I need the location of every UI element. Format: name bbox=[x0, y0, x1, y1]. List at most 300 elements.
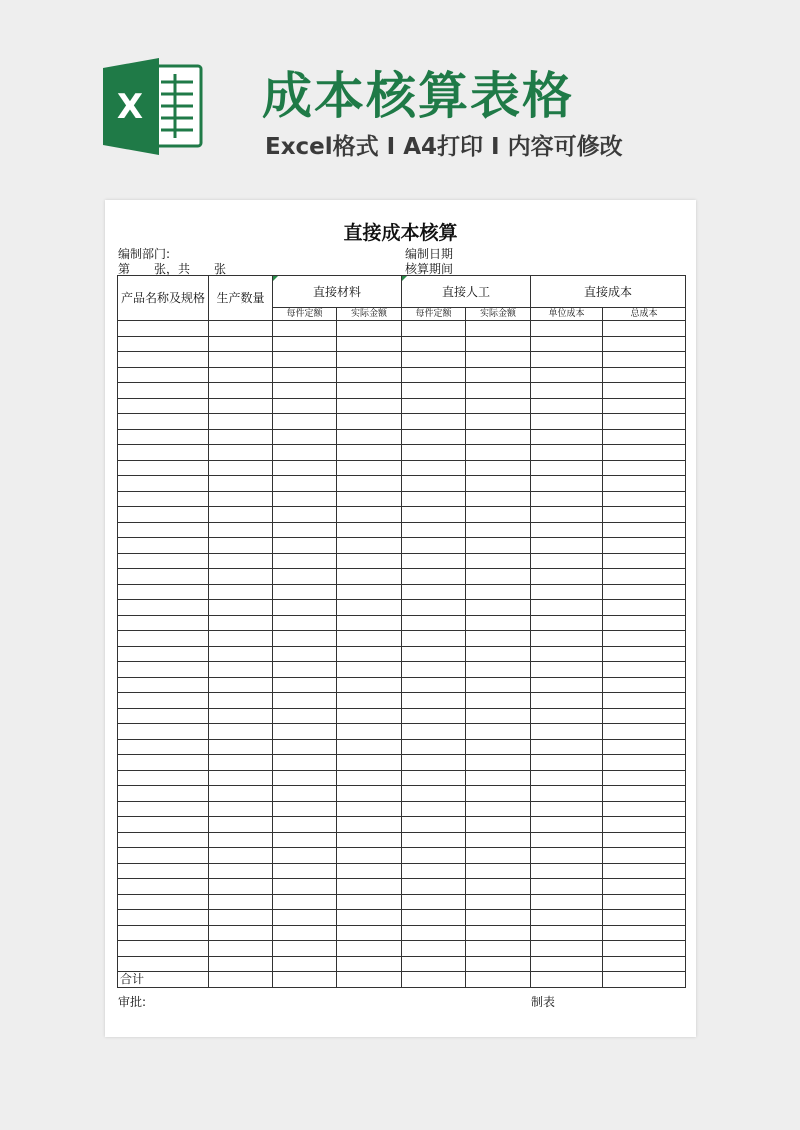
table-cell[interactable] bbox=[466, 879, 531, 895]
table-cell[interactable] bbox=[209, 662, 273, 678]
table-cell[interactable] bbox=[531, 584, 603, 600]
table-cell[interactable] bbox=[531, 848, 603, 864]
table-cell[interactable] bbox=[402, 352, 466, 368]
table-cell[interactable] bbox=[603, 553, 686, 569]
table-cell[interactable] bbox=[531, 863, 603, 879]
table-cell[interactable] bbox=[118, 631, 209, 647]
table-cell[interactable] bbox=[118, 569, 209, 585]
table-cell[interactable] bbox=[209, 863, 273, 879]
table-cell[interactable] bbox=[337, 522, 402, 538]
table-cell[interactable] bbox=[209, 894, 273, 910]
table-cell[interactable] bbox=[337, 584, 402, 600]
table-cell[interactable] bbox=[209, 972, 273, 988]
table-cell[interactable] bbox=[531, 460, 603, 476]
table-cell[interactable] bbox=[118, 677, 209, 693]
table-cell[interactable] bbox=[209, 910, 273, 926]
table-cell[interactable] bbox=[531, 693, 603, 709]
table-cell[interactable] bbox=[209, 584, 273, 600]
table-cell[interactable] bbox=[337, 972, 402, 988]
table-cell[interactable] bbox=[337, 429, 402, 445]
table-cell[interactable] bbox=[603, 739, 686, 755]
table-cell[interactable] bbox=[273, 662, 337, 678]
table-cell[interactable] bbox=[118, 352, 209, 368]
table-cell[interactable] bbox=[603, 367, 686, 383]
table-cell[interactable] bbox=[337, 600, 402, 616]
table-cell[interactable] bbox=[603, 414, 686, 430]
table-cell[interactable] bbox=[603, 600, 686, 616]
table-cell[interactable] bbox=[402, 770, 466, 786]
table-cell[interactable] bbox=[209, 770, 273, 786]
table-cell[interactable] bbox=[337, 507, 402, 523]
table-cell[interactable] bbox=[402, 693, 466, 709]
table-cell[interactable] bbox=[402, 879, 466, 895]
table-cell[interactable] bbox=[603, 538, 686, 554]
table-cell[interactable] bbox=[209, 367, 273, 383]
table-cell[interactable] bbox=[337, 321, 402, 337]
table-cell[interactable] bbox=[273, 584, 337, 600]
table-cell[interactable] bbox=[466, 569, 531, 585]
table-cell[interactable] bbox=[337, 755, 402, 771]
table-cell[interactable] bbox=[466, 476, 531, 492]
table-cell[interactable] bbox=[402, 894, 466, 910]
table-cell[interactable] bbox=[531, 615, 603, 631]
table-cell[interactable] bbox=[337, 352, 402, 368]
table-cell[interactable] bbox=[209, 538, 273, 554]
table-cell[interactable] bbox=[337, 445, 402, 461]
table-cell[interactable] bbox=[273, 429, 337, 445]
table-cell[interactable] bbox=[209, 724, 273, 740]
table-cell[interactable] bbox=[337, 615, 402, 631]
table-cell[interactable] bbox=[337, 693, 402, 709]
table-cell[interactable] bbox=[337, 739, 402, 755]
table-cell[interactable] bbox=[466, 398, 531, 414]
table-cell[interactable] bbox=[273, 321, 337, 337]
table-cell[interactable] bbox=[466, 755, 531, 771]
table-cell[interactable] bbox=[466, 584, 531, 600]
table-cell[interactable] bbox=[209, 879, 273, 895]
table-cell[interactable] bbox=[466, 491, 531, 507]
table-cell[interactable] bbox=[402, 476, 466, 492]
table-cell[interactable] bbox=[402, 445, 466, 461]
table-cell[interactable] bbox=[603, 460, 686, 476]
table-cell[interactable] bbox=[531, 832, 603, 848]
table-cell[interactable] bbox=[118, 414, 209, 430]
table-cell[interactable] bbox=[402, 956, 466, 972]
table-cell[interactable] bbox=[337, 925, 402, 941]
table-cell[interactable] bbox=[402, 817, 466, 833]
table-cell[interactable] bbox=[402, 553, 466, 569]
table-cell[interactable] bbox=[118, 646, 209, 662]
table-cell[interactable] bbox=[466, 429, 531, 445]
table-cell[interactable] bbox=[118, 367, 209, 383]
table-cell[interactable] bbox=[273, 460, 337, 476]
table-cell[interactable] bbox=[273, 770, 337, 786]
table-cell[interactable] bbox=[337, 553, 402, 569]
table-cell[interactable] bbox=[273, 956, 337, 972]
table-cell[interactable] bbox=[531, 910, 603, 926]
table-cell[interactable] bbox=[402, 739, 466, 755]
table-cell[interactable] bbox=[603, 383, 686, 399]
table-cell[interactable] bbox=[531, 879, 603, 895]
table-cell[interactable] bbox=[337, 646, 402, 662]
table-cell[interactable] bbox=[273, 491, 337, 507]
table-cell[interactable] bbox=[273, 801, 337, 817]
table-cell[interactable] bbox=[603, 352, 686, 368]
table-cell[interactable] bbox=[273, 507, 337, 523]
table-cell[interactable] bbox=[531, 770, 603, 786]
table-cell[interactable] bbox=[209, 848, 273, 864]
table-cell[interactable] bbox=[209, 631, 273, 647]
table-cell[interactable] bbox=[337, 724, 402, 740]
table-cell[interactable] bbox=[466, 801, 531, 817]
table-cell[interactable] bbox=[209, 956, 273, 972]
table-cell[interactable] bbox=[466, 631, 531, 647]
table-cell[interactable] bbox=[118, 491, 209, 507]
table-cell[interactable] bbox=[118, 600, 209, 616]
table-cell[interactable] bbox=[337, 631, 402, 647]
table-cell[interactable] bbox=[603, 972, 686, 988]
table-cell[interactable] bbox=[118, 817, 209, 833]
table-cell[interactable] bbox=[603, 786, 686, 802]
table-cell[interactable] bbox=[273, 972, 337, 988]
table-cell[interactable] bbox=[531, 646, 603, 662]
table-cell[interactable] bbox=[466, 708, 531, 724]
table-cell[interactable] bbox=[209, 553, 273, 569]
table-cell[interactable] bbox=[603, 646, 686, 662]
table-cell[interactable] bbox=[531, 786, 603, 802]
table-cell[interactable] bbox=[466, 972, 531, 988]
table-cell[interactable] bbox=[466, 615, 531, 631]
table-cell[interactable] bbox=[531, 476, 603, 492]
table-cell[interactable] bbox=[118, 786, 209, 802]
table-cell[interactable] bbox=[466, 910, 531, 926]
table-cell[interactable] bbox=[531, 367, 603, 383]
table-cell[interactable] bbox=[402, 848, 466, 864]
table-cell[interactable] bbox=[466, 522, 531, 538]
table-cell[interactable] bbox=[402, 491, 466, 507]
table-cell[interactable] bbox=[209, 941, 273, 957]
table-cell[interactable] bbox=[603, 584, 686, 600]
table-cell[interactable] bbox=[603, 956, 686, 972]
table-cell[interactable] bbox=[273, 336, 337, 352]
table-cell[interactable] bbox=[118, 801, 209, 817]
table-cell[interactable] bbox=[118, 553, 209, 569]
table-cell[interactable] bbox=[531, 708, 603, 724]
table-cell[interactable] bbox=[273, 414, 337, 430]
table-cell[interactable] bbox=[402, 522, 466, 538]
table-cell[interactable] bbox=[466, 445, 531, 461]
table-cell[interactable] bbox=[209, 615, 273, 631]
table-cell[interactable] bbox=[209, 755, 273, 771]
table-cell[interactable] bbox=[273, 817, 337, 833]
table-cell[interactable] bbox=[531, 724, 603, 740]
table-cell[interactable] bbox=[531, 677, 603, 693]
table-cell[interactable] bbox=[118, 398, 209, 414]
table-cell[interactable] bbox=[466, 739, 531, 755]
table-cell[interactable] bbox=[603, 336, 686, 352]
table-cell[interactable] bbox=[118, 956, 209, 972]
table-cell[interactable] bbox=[337, 879, 402, 895]
table-cell[interactable] bbox=[402, 631, 466, 647]
table-cell[interactable] bbox=[531, 801, 603, 817]
table-cell[interactable] bbox=[402, 925, 466, 941]
table-cell[interactable] bbox=[603, 863, 686, 879]
table-cell[interactable] bbox=[209, 925, 273, 941]
table-cell[interactable] bbox=[603, 894, 686, 910]
table-cell[interactable] bbox=[209, 383, 273, 399]
table-cell[interactable] bbox=[118, 429, 209, 445]
table-cell[interactable] bbox=[402, 786, 466, 802]
table-cell[interactable] bbox=[337, 367, 402, 383]
table-cell[interactable] bbox=[466, 770, 531, 786]
table-cell[interactable] bbox=[273, 445, 337, 461]
table-cell[interactable] bbox=[402, 677, 466, 693]
table-cell[interactable] bbox=[337, 569, 402, 585]
table-cell[interactable] bbox=[209, 445, 273, 461]
table-cell[interactable] bbox=[337, 414, 402, 430]
table-cell[interactable] bbox=[209, 569, 273, 585]
table-cell[interactable] bbox=[273, 383, 337, 399]
table-cell[interactable] bbox=[337, 894, 402, 910]
table-cell[interactable] bbox=[337, 662, 402, 678]
table-cell[interactable] bbox=[118, 693, 209, 709]
table-cell[interactable] bbox=[603, 507, 686, 523]
table-cell[interactable] bbox=[531, 894, 603, 910]
table-cell[interactable] bbox=[603, 925, 686, 941]
table-cell[interactable] bbox=[402, 383, 466, 399]
table-cell[interactable] bbox=[273, 615, 337, 631]
table-cell[interactable] bbox=[603, 755, 686, 771]
table-cell[interactable] bbox=[603, 770, 686, 786]
table-cell[interactable] bbox=[118, 894, 209, 910]
table-cell[interactable] bbox=[273, 476, 337, 492]
table-cell[interactable] bbox=[337, 801, 402, 817]
table-cell[interactable] bbox=[603, 677, 686, 693]
table-cell[interactable] bbox=[273, 352, 337, 368]
table-cell[interactable] bbox=[209, 429, 273, 445]
table-cell[interactable] bbox=[273, 398, 337, 414]
table-cell[interactable] bbox=[209, 398, 273, 414]
table-cell[interactable] bbox=[273, 646, 337, 662]
table-cell[interactable] bbox=[209, 507, 273, 523]
table-cell[interactable] bbox=[209, 708, 273, 724]
table-cell[interactable] bbox=[209, 646, 273, 662]
table-cell[interactable] bbox=[603, 848, 686, 864]
table-cell[interactable] bbox=[402, 646, 466, 662]
table-cell[interactable] bbox=[402, 600, 466, 616]
table-cell[interactable] bbox=[209, 321, 273, 337]
table-cell[interactable] bbox=[273, 755, 337, 771]
table-cell[interactable] bbox=[603, 615, 686, 631]
table-cell[interactable] bbox=[273, 693, 337, 709]
table-cell[interactable] bbox=[118, 522, 209, 538]
table-cell[interactable] bbox=[273, 553, 337, 569]
table-cell[interactable] bbox=[209, 491, 273, 507]
table-cell[interactable] bbox=[402, 724, 466, 740]
table-cell[interactable] bbox=[118, 460, 209, 476]
table-cell[interactable] bbox=[118, 863, 209, 879]
table-cell[interactable] bbox=[337, 677, 402, 693]
table-cell[interactable] bbox=[209, 600, 273, 616]
table-cell[interactable] bbox=[531, 383, 603, 399]
table-cell[interactable] bbox=[531, 631, 603, 647]
table-cell[interactable] bbox=[273, 910, 337, 926]
table-cell[interactable] bbox=[337, 941, 402, 957]
table-cell[interactable] bbox=[531, 429, 603, 445]
table-cell[interactable] bbox=[531, 972, 603, 988]
table-cell[interactable] bbox=[531, 755, 603, 771]
table-cell[interactable] bbox=[603, 662, 686, 678]
table-cell[interactable] bbox=[466, 817, 531, 833]
table-cell[interactable] bbox=[118, 708, 209, 724]
table-cell[interactable] bbox=[209, 801, 273, 817]
table-cell[interactable] bbox=[273, 848, 337, 864]
table-cell[interactable] bbox=[402, 615, 466, 631]
table-cell[interactable] bbox=[337, 491, 402, 507]
table-cell[interactable] bbox=[273, 925, 337, 941]
table-cell[interactable] bbox=[337, 832, 402, 848]
table-cell[interactable] bbox=[209, 522, 273, 538]
table-cell[interactable] bbox=[402, 336, 466, 352]
table-cell[interactable] bbox=[118, 941, 209, 957]
table-cell[interactable] bbox=[531, 507, 603, 523]
table-cell[interactable] bbox=[337, 460, 402, 476]
table-cell[interactable] bbox=[337, 956, 402, 972]
table-cell[interactable] bbox=[118, 662, 209, 678]
table-cell[interactable] bbox=[402, 584, 466, 600]
table-cell[interactable] bbox=[209, 476, 273, 492]
table-cell[interactable] bbox=[273, 367, 337, 383]
table-cell[interactable] bbox=[531, 398, 603, 414]
table-cell[interactable] bbox=[273, 569, 337, 585]
table-cell[interactable] bbox=[402, 507, 466, 523]
table-cell[interactable] bbox=[273, 941, 337, 957]
table-cell[interactable] bbox=[209, 693, 273, 709]
table-cell[interactable] bbox=[273, 863, 337, 879]
table-cell[interactable] bbox=[273, 631, 337, 647]
table-cell[interactable] bbox=[466, 414, 531, 430]
table-cell[interactable] bbox=[337, 786, 402, 802]
table-cell[interactable] bbox=[531, 569, 603, 585]
table-cell[interactable] bbox=[466, 460, 531, 476]
table-cell[interactable] bbox=[209, 460, 273, 476]
table-cell[interactable] bbox=[466, 956, 531, 972]
table-cell[interactable] bbox=[402, 755, 466, 771]
table-cell[interactable] bbox=[603, 801, 686, 817]
table-cell[interactable] bbox=[118, 538, 209, 554]
table-cell[interactable] bbox=[603, 476, 686, 492]
table-cell[interactable] bbox=[337, 336, 402, 352]
table-cell[interactable] bbox=[531, 538, 603, 554]
table-cell[interactable] bbox=[466, 538, 531, 554]
table-cell[interactable] bbox=[337, 538, 402, 554]
table-cell[interactable] bbox=[402, 941, 466, 957]
table-cell[interactable] bbox=[209, 677, 273, 693]
table-cell[interactable] bbox=[402, 972, 466, 988]
table-cell[interactable] bbox=[603, 832, 686, 848]
table-cell[interactable] bbox=[118, 925, 209, 941]
table-cell[interactable] bbox=[466, 894, 531, 910]
table-cell[interactable] bbox=[466, 724, 531, 740]
table-cell[interactable] bbox=[603, 817, 686, 833]
table-cell[interactable] bbox=[273, 708, 337, 724]
table-cell[interactable] bbox=[603, 321, 686, 337]
table-cell[interactable] bbox=[209, 832, 273, 848]
table-cell[interactable] bbox=[531, 522, 603, 538]
table-cell[interactable] bbox=[118, 584, 209, 600]
table-cell[interactable] bbox=[209, 786, 273, 802]
table-cell[interactable] bbox=[402, 538, 466, 554]
table-cell[interactable] bbox=[603, 631, 686, 647]
table-cell[interactable] bbox=[273, 600, 337, 616]
table-cell[interactable] bbox=[273, 522, 337, 538]
table-cell[interactable] bbox=[603, 445, 686, 461]
table-cell[interactable] bbox=[531, 445, 603, 461]
table-cell[interactable] bbox=[466, 662, 531, 678]
table-cell[interactable] bbox=[118, 321, 209, 337]
table-cell[interactable] bbox=[118, 383, 209, 399]
table-cell[interactable] bbox=[273, 724, 337, 740]
table-cell[interactable] bbox=[466, 646, 531, 662]
table-cell[interactable] bbox=[118, 832, 209, 848]
table-cell[interactable] bbox=[402, 832, 466, 848]
table-cell[interactable] bbox=[603, 910, 686, 926]
table-cell[interactable] bbox=[337, 910, 402, 926]
table-cell[interactable] bbox=[603, 693, 686, 709]
table-cell[interactable] bbox=[273, 739, 337, 755]
table-cell[interactable] bbox=[118, 739, 209, 755]
table-cell[interactable] bbox=[603, 724, 686, 740]
table-cell[interactable] bbox=[466, 693, 531, 709]
table-cell[interactable] bbox=[466, 848, 531, 864]
table-cell[interactable] bbox=[531, 414, 603, 430]
table-cell[interactable] bbox=[603, 522, 686, 538]
table-cell[interactable] bbox=[337, 770, 402, 786]
table-cell[interactable] bbox=[466, 925, 531, 941]
table-cell[interactable] bbox=[337, 848, 402, 864]
table-cell[interactable] bbox=[466, 352, 531, 368]
table-cell[interactable] bbox=[531, 817, 603, 833]
table-cell[interactable] bbox=[118, 770, 209, 786]
table-cell[interactable] bbox=[273, 894, 337, 910]
table-cell[interactable] bbox=[466, 941, 531, 957]
table-cell[interactable] bbox=[531, 336, 603, 352]
table-cell[interactable] bbox=[273, 786, 337, 802]
table-cell[interactable] bbox=[466, 863, 531, 879]
table-cell[interactable] bbox=[402, 429, 466, 445]
table-cell[interactable] bbox=[402, 414, 466, 430]
table-cell[interactable] bbox=[118, 615, 209, 631]
table-cell[interactable] bbox=[402, 662, 466, 678]
table-cell[interactable] bbox=[466, 553, 531, 569]
table-cell[interactable] bbox=[209, 352, 273, 368]
table-cell[interactable] bbox=[402, 321, 466, 337]
table-cell[interactable] bbox=[603, 708, 686, 724]
table-cell[interactable] bbox=[118, 724, 209, 740]
table-cell[interactable] bbox=[402, 910, 466, 926]
table-cell[interactable] bbox=[402, 367, 466, 383]
table-cell[interactable] bbox=[209, 739, 273, 755]
table-cell[interactable] bbox=[118, 910, 209, 926]
table-cell[interactable] bbox=[118, 476, 209, 492]
table-cell[interactable] bbox=[466, 336, 531, 352]
table-cell[interactable] bbox=[337, 863, 402, 879]
table-cell[interactable] bbox=[603, 491, 686, 507]
table-cell[interactable] bbox=[531, 941, 603, 957]
table-cell[interactable] bbox=[466, 321, 531, 337]
table-cell[interactable] bbox=[402, 708, 466, 724]
table-cell[interactable] bbox=[531, 321, 603, 337]
